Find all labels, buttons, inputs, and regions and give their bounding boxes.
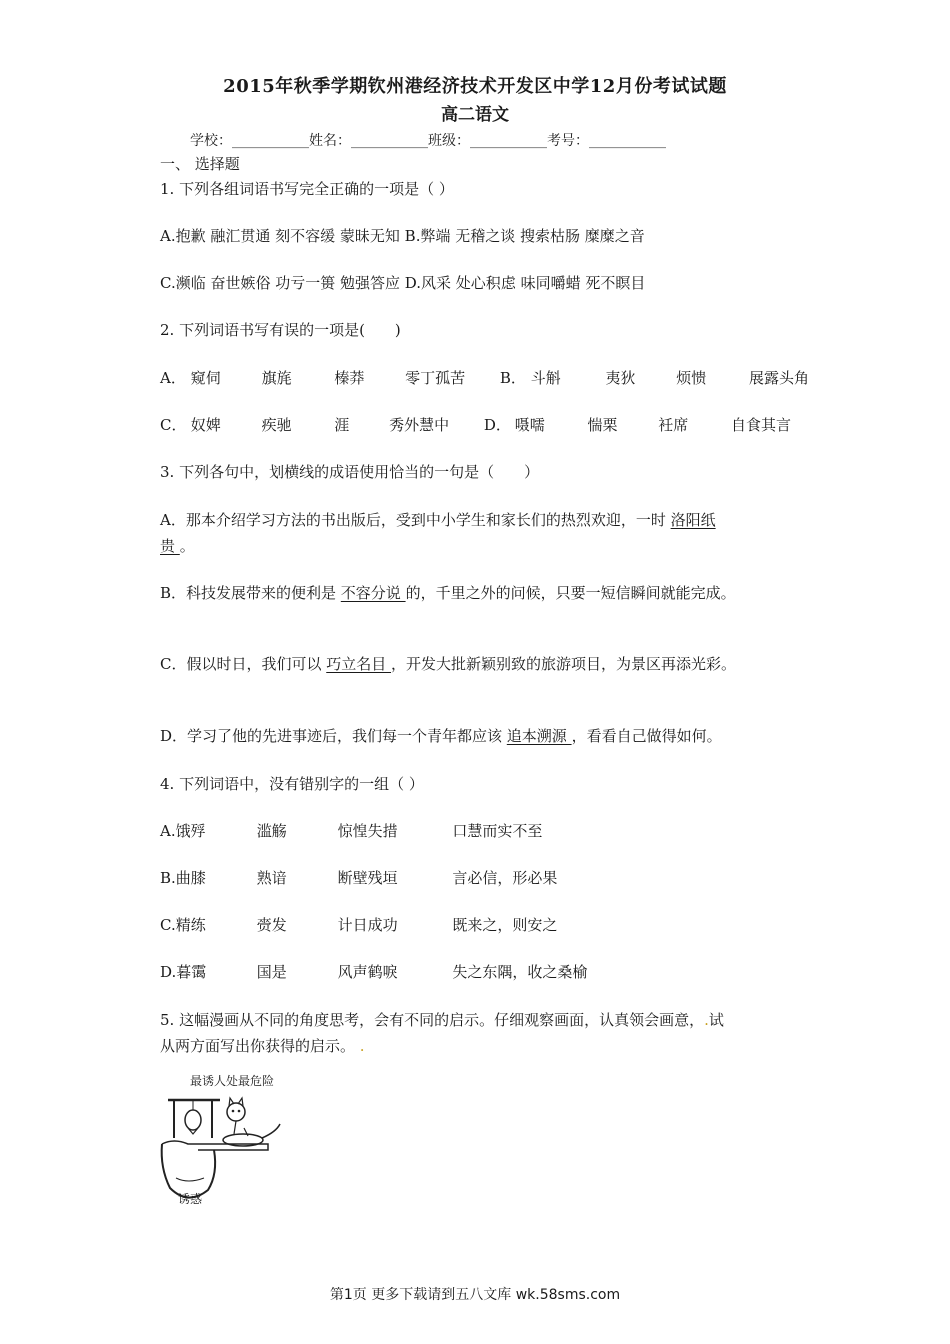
question-3-option-b bbox=[160, 582, 736, 603]
option-word: 国是 bbox=[256, 963, 287, 981]
option-word: B.曲膝 bbox=[160, 869, 206, 887]
underlined-idiom: 洛阳纸 bbox=[670, 511, 716, 529]
question-1-stem: 1. 下列各组词语书写完全正确的一项是（ ） bbox=[160, 180, 454, 198]
question-3-option-d bbox=[160, 725, 722, 746]
mark-dot: . bbox=[704, 1011, 709, 1029]
page-footer: 第1页 更多下载请到五八文库 wk.58sms.com bbox=[329, 1287, 621, 1303]
option-word: 衽席 bbox=[658, 416, 689, 434]
option-word: 自食其言 bbox=[731, 416, 792, 434]
option-word: 口慧而实不至 bbox=[452, 822, 543, 840]
question-3-option-a bbox=[160, 509, 716, 530]
option-word: 夷狄 bbox=[605, 369, 636, 387]
question-text: 从两方面写出你获得的启示。 bbox=[160, 1037, 356, 1055]
option-text: 的，千里之外的问候，只要一短信瞬间就能完成。 bbox=[405, 584, 736, 602]
underlined-idiom: 贵 bbox=[160, 537, 180, 555]
question-text: 试 bbox=[708, 1011, 724, 1029]
cartoon-figure bbox=[158, 1072, 288, 1212]
student-info-line: 学校：___________姓名：___________班级：___________考号：___________ bbox=[190, 133, 666, 149]
option-word: 惴栗 bbox=[587, 416, 618, 434]
cartoon-title: 最诱人处最危险 bbox=[190, 1074, 275, 1088]
option-word: 展露头角 bbox=[749, 369, 810, 387]
option-word: 旗旄 bbox=[261, 369, 292, 387]
option-word: 烦愦 bbox=[676, 369, 707, 387]
option-text: ，看看自己做得如何。 bbox=[571, 727, 722, 745]
question-4-row bbox=[160, 820, 542, 841]
question-5-stem-cont bbox=[160, 1035, 365, 1056]
question-4-stem: 4. 下列词语中，没有错别字的一组（ ） bbox=[160, 775, 424, 793]
option-word: 言必信，形必果 bbox=[452, 869, 558, 887]
option-word: 失之东隅，收之桑榆 bbox=[452, 963, 588, 981]
question-4-row bbox=[160, 914, 557, 935]
option-word: 榛莽 bbox=[334, 369, 365, 387]
option-text: B．科技发展带来的便利是 bbox=[160, 584, 341, 602]
option-word: A.饿殍 bbox=[160, 822, 206, 840]
option-label: C． bbox=[160, 416, 187, 434]
question-1-options-ab: A.抱歉 融汇贯通 刻不容缓 蒙昧无知 B.弊端 无稽之谈 搜索枯肠 糜糜之音 bbox=[160, 227, 645, 245]
option-word: 既来之，则安之 bbox=[452, 916, 558, 934]
option-word: 零丁孤苦 bbox=[405, 369, 466, 387]
question-1-options-cd: C.濒临 奋世嫉俗 功亏一篑 勉强答应 D.风采 处心积虑 味同嚼蜡 死不瞑目 bbox=[160, 274, 646, 292]
underlined-idiom: 追本溯源 bbox=[506, 727, 572, 745]
cartoon-label: 诱惑 bbox=[178, 1192, 203, 1206]
option-word: 疾驰 bbox=[261, 416, 292, 434]
mark-dot: . bbox=[355, 1037, 365, 1055]
option-label: A． bbox=[160, 369, 186, 387]
option-word: 断壁残垣 bbox=[337, 869, 398, 887]
question-3-stem: 3. 下列各句中，划横线的成语使用恰当的一句是（ ） bbox=[160, 463, 540, 481]
option-word: C.精练 bbox=[160, 916, 206, 934]
option-word: 惊惶失措 bbox=[337, 822, 398, 840]
option-label: B． bbox=[499, 369, 526, 387]
question-text: 5. 这幅漫画从不同的角度思考，会有不同的启示。仔细观察画面，认真领会画意， bbox=[160, 1011, 705, 1029]
question-4-row bbox=[160, 961, 587, 982]
question-2-stem: 2. 下列词语书写有误的一项是( ) bbox=[160, 321, 401, 339]
question-5-stem bbox=[160, 1009, 724, 1030]
question-2-options-ab bbox=[160, 367, 809, 388]
question-3-option-a-cont bbox=[160, 535, 195, 556]
question-3-option-c bbox=[160, 653, 736, 674]
option-text: ，开发大批新颖别致的旅游项目，为景区再添光彩。 bbox=[391, 655, 737, 673]
exam-subtitle: 高二语文 bbox=[441, 105, 509, 125]
question-2-options-cd bbox=[160, 414, 791, 435]
option-text: C．假以时日，我们可以 bbox=[160, 655, 327, 673]
option-text: A．那本介绍学习方法的书出版后，受到中小学生和家长们的热烈欢迎，一时 bbox=[160, 511, 671, 529]
option-word: 奴婢 bbox=[190, 416, 221, 434]
option-word: 斗斛 bbox=[530, 369, 561, 387]
question-4-row bbox=[160, 867, 557, 888]
option-word: 熟谙 bbox=[256, 869, 287, 887]
underlined-idiom: 巧立名目 bbox=[326, 655, 392, 673]
section-heading: 一、 选择题 bbox=[160, 155, 240, 173]
option-word: 赍发 bbox=[256, 916, 287, 934]
option-word: 滥觞 bbox=[256, 822, 287, 840]
option-text: D．学习了他的先进事迹后，我们每一个青年都应该 bbox=[160, 727, 507, 745]
option-word: 秀外慧中 bbox=[389, 416, 450, 434]
underlined-idiom: 不容分说 bbox=[340, 584, 406, 602]
option-word: 计日成功 bbox=[337, 916, 398, 934]
option-word: 涯 bbox=[334, 416, 350, 434]
option-word: 窥伺 bbox=[190, 369, 221, 387]
option-label: D． bbox=[483, 416, 511, 434]
option-word: D.暮霭 bbox=[160, 963, 207, 981]
option-word: 嗫嚅 bbox=[514, 416, 545, 434]
option-word: 风声鹤唳 bbox=[337, 963, 398, 981]
exam-title: 2015年秋季学期钦州港经济技术开发区中学12月份考试试题 bbox=[223, 76, 727, 97]
option-text: 。 bbox=[179, 537, 195, 555]
